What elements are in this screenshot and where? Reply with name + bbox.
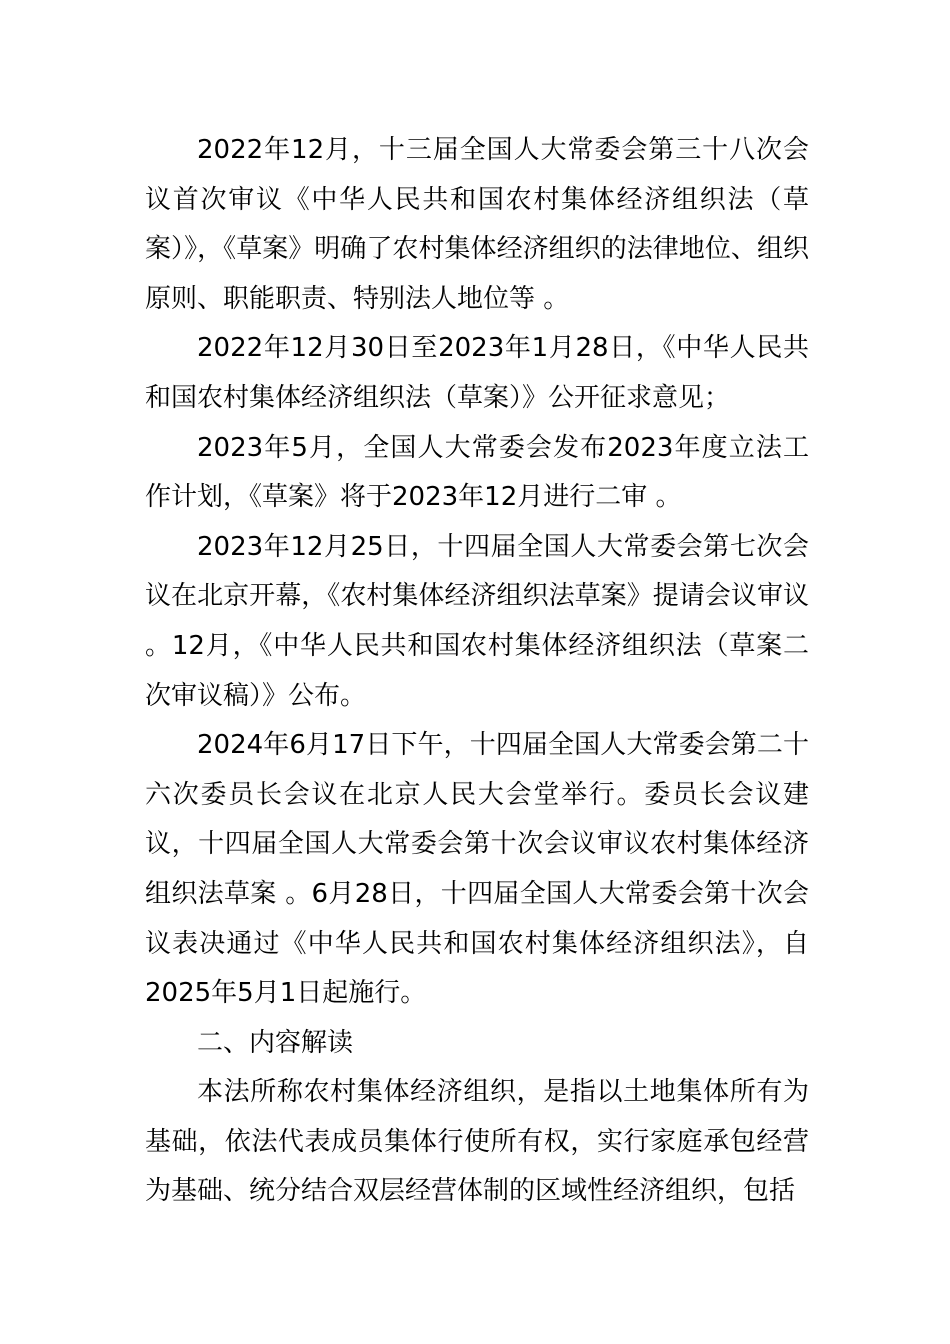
paragraph-2022-first-review: 2022年12月，十三届全国人大常委会第三十八次会议首次审议《中华人民共和国农村集体经济组织法（草案）》，《草案》明确了农村集体经济组织的法律地位、组织原则、职能职责、特别法人地位等 。 — [145, 135, 809, 314]
document-body — [145, 126, 809, 1217]
paragraph-second-review: 2023年12月25日，十四届全国人大常委会第七次会议在北京开幕，《农村集体经济组织法草案》提请会议审议 。12月，《中华人民共和国农村集体经济组织法（草案二次审议稿）》公布。 — [145, 531, 809, 711]
paragraph-definition: 本法所称农村集体经济组织，是指以土地集体所有为基础，依法代表成员集体行使所有权，实行家庭承包经营为基础、统分结合双层经营体制的区域性经济组织，包括 — [145, 1077, 809, 1207]
paragraph-2024-adoption: 2024年6月17日下午，十四届全国人大常委会第二十六次委员长会议在北京人民大会堂举行。委员长会议建议，十四届全国人大常委会第十次会议审议农村集体经济组织法草案 。6月28日，十四届全国人大常委会第十次会议表决通过《中华人民共和国农村集体经济组织法》，自2025年5月1日起施行。 — [145, 730, 809, 1009]
paragraph-2023-legislative-plan: 2023年5月，全国人大常委会发布2023年度立法工作计划，《草案》将于2023年12月进行二审 。 — [145, 432, 809, 513]
paragraph-public-comment: 2022年12月30日至2023年1月28日，《中华人民共和国农村集体经济组织法（草案）》公开征求意见； — [145, 333, 809, 413]
section-heading-content-interpretation: 二、内容解读 — [197, 1027, 354, 1058]
